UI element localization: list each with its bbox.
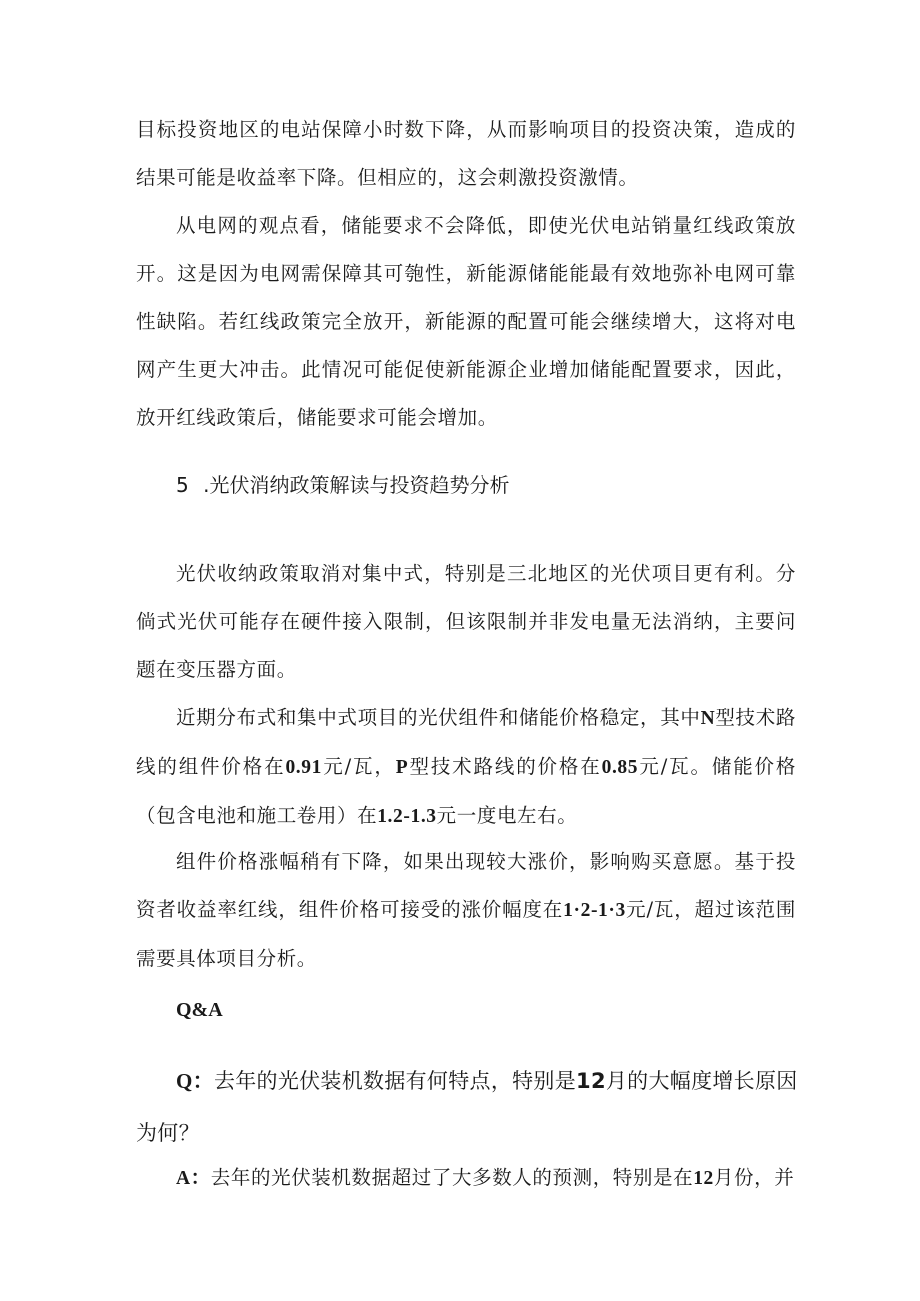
section-number: 5 xyxy=(176,473,189,497)
paragraph-consumption-policy: 光伏收纳政策取消对集中式，特别是三北地区的光伏项目更有利。分倘式光伏可能存在硬件接入限制，但该限制并非发电量无法消纳，主要问题在变压器方面。 xyxy=(136,562,796,681)
paragraph-grid-storage: 从电网的观点看，储能要求不会降低，即使光伏电站销量红线政策放开。这是因为电网需保障其可匏性，新能源储能能最有效地弥补电网可靠性缺陷。若红线政策完全放开，新能源的配置可能会继续增大，这将对电网产生更大冲击。此情况可能促使新能源企业增加储能配置要求，因此，放开红线政策后，储能要求可能会增加。 xyxy=(136,214,796,429)
paragraph-investment-impact: 目标投资地区的电站保障小时数下降，从而影响项目的投资决策，造成的结果可能是收益率下降。但相应的，这会刺激投资激情。 xyxy=(136,118,796,189)
qa-label: Q&A xyxy=(176,999,223,1021)
section-heading xyxy=(176,461,796,509)
paragraph-price-increase: 组件价格涨幅稍有下降，如果出现较大涨价，影响购买意愿。基于投资者收益率红线，组件价格可接受的涨价幅度在1·2-1·3元/瓦，超过该范围需要具体项目分析。 xyxy=(136,850,796,970)
section-title: .光伏消纳政策解读与投资趋势分析 xyxy=(203,473,510,497)
paragraph-price-stability: 近期分布式和集中式项目的光伏组件和储能价格稳定，其中N型技术路线的组件价格在0.91元/瓦，P型技术路线的价格在0.85元/瓦。储能价格（包含电池和施工卷用）在1.2-1.3元一度电左右。 xyxy=(136,706,796,827)
answer-text: A：去年的光伏装机数据超过了大多数人的预测，特别是在12月份，并 xyxy=(176,1166,795,1189)
question-text: Q：去年的光伏装机数据有何特点，特别是12月的大幅度增长原因为何？ xyxy=(136,1069,798,1145)
